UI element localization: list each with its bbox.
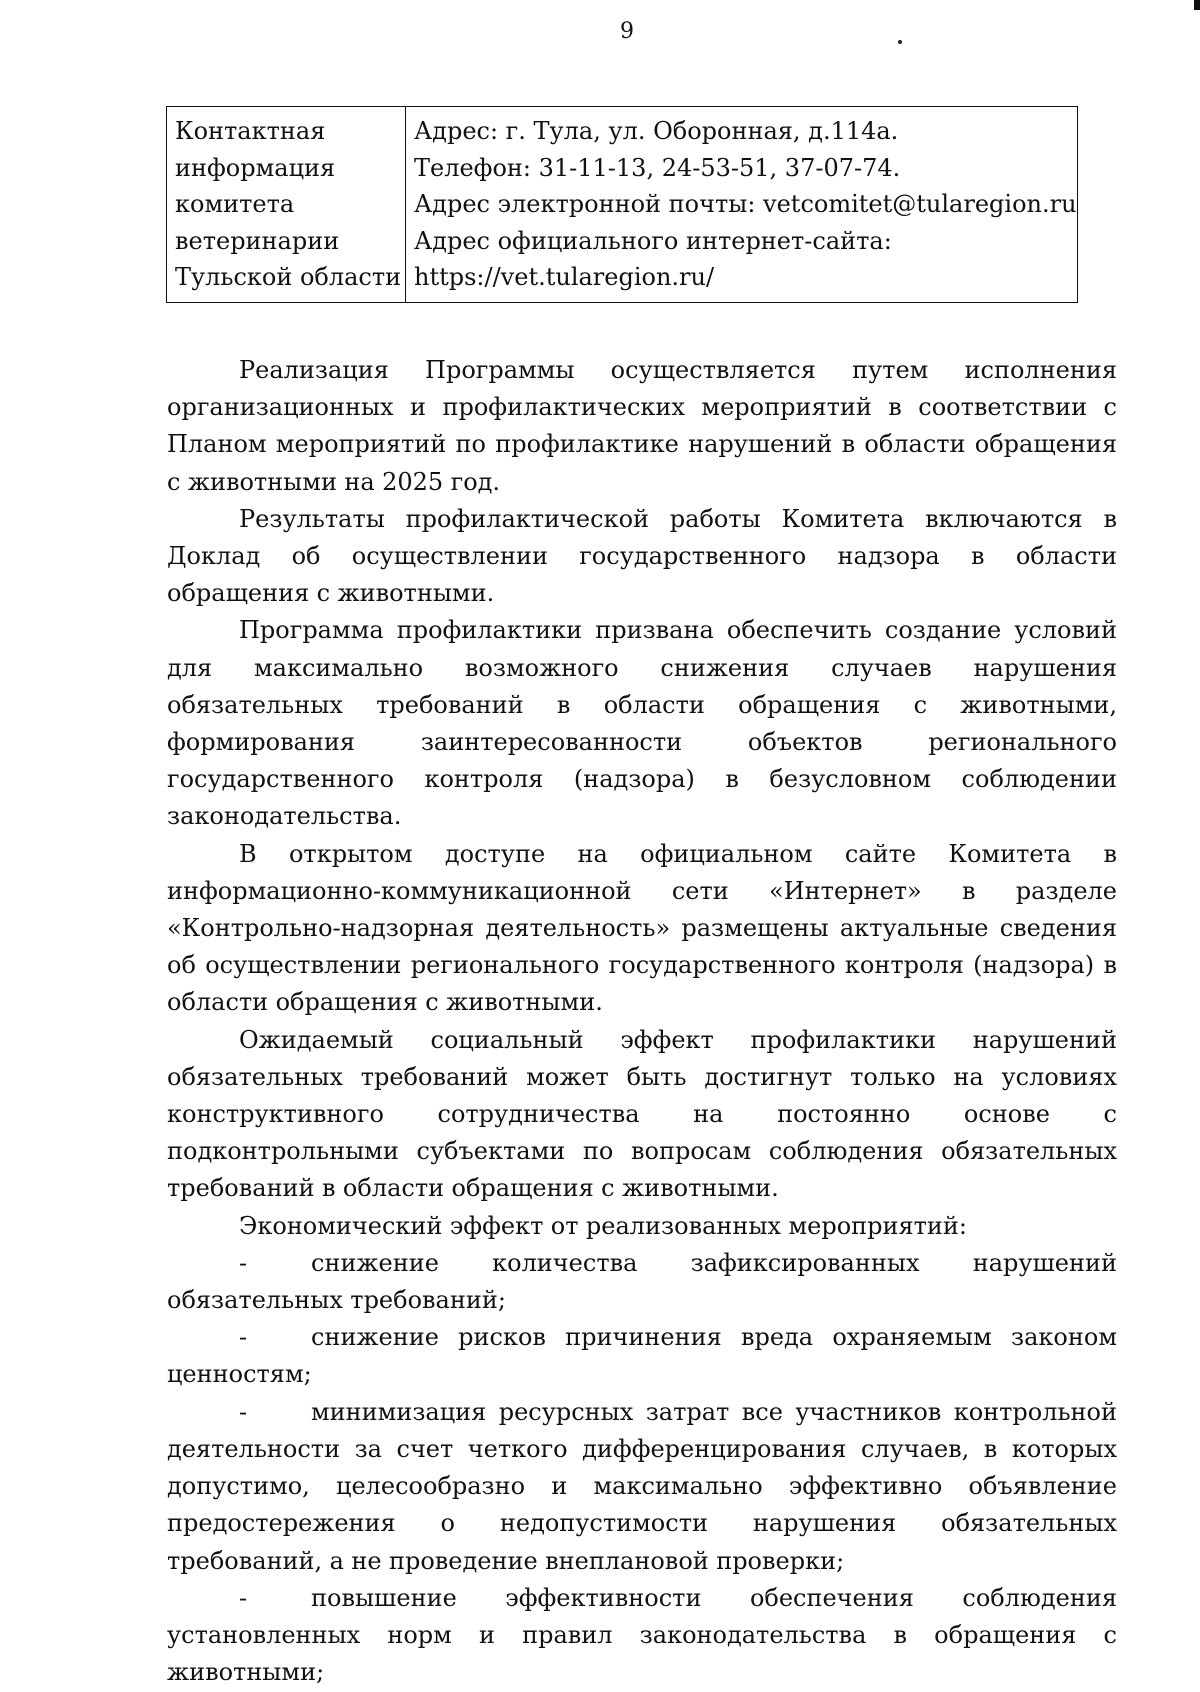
page-number: 9 xyxy=(620,19,634,44)
contact-email: Адрес электронной почты: vetcomitet@tularegion.ru xyxy=(414,190,1077,218)
contact-value-cell xyxy=(406,107,1078,303)
contact-website-label: Адрес официального интернет-сайта: xyxy=(414,226,892,255)
list-item-text: снижение количества зафиксированных нарушений обязательных требований; xyxy=(167,1248,1117,1315)
scan-edge-mark xyxy=(1194,0,1200,10)
list-item-text: минимизация ресурсных затрат все участников контрольной деятельности за счет четкого дифференцирования случаев, в которых допустимо, целесообразно и максимально эффективно объявление предостережения о недопустимости нарушения обязательных требований, а не проведение внеплановой проверки; xyxy=(167,1397,1117,1575)
list-item xyxy=(167,1580,1117,1692)
contact-label-line: Контактная xyxy=(175,117,326,145)
contact-website-url: https://vet.tularegion.ru/ xyxy=(414,263,715,291)
list-dash: - xyxy=(239,1397,248,1426)
paragraph-results: Результаты профилактической работы Комитета включаются в Доклад об осуществлении государственного надзора в области обращения с животными. xyxy=(167,504,1117,608)
contact-label-line: ветеринарии xyxy=(175,226,340,255)
paragraph-open-access: В открытом доступе на официальном сайте Комитета в информационно-коммуникационной сети «Интернет» в разделе «Контрольно-надзорная деятельность» размещены актуальные сведения об осуществлении регионального государственного контроля (надзора) в области обращения с животными. xyxy=(167,839,1117,1017)
contact-row xyxy=(167,107,1078,303)
list-dash: - xyxy=(239,1323,248,1352)
list-item xyxy=(167,1319,1117,1393)
document-body xyxy=(167,352,1117,1691)
contact-info-table xyxy=(166,106,1078,303)
paragraph-program-purpose: Программа профилактики призвана обеспечить создание условий для максимально возможного снижения случаев нарушения обязательных требований в области обращения с животными, формирования заинтересованности объектов регионального государственного контроля (надзора) в безусловном соблюдении законодательства. xyxy=(167,616,1117,831)
contact-phone: Телефон: 31-11-13, 24-53-51, 37-07-74. xyxy=(414,153,901,182)
scan-dot xyxy=(898,40,902,44)
paragraph-social-effect: Ожидаемый социальный эффект профилактики нарушений обязательных требований может быть достигнут только на условиях конструктивного сотрудничества на постоянно основе с подконтрольными субъектами по вопросам соблюдения обязательных требований в области обращения с животными. xyxy=(167,1025,1117,1203)
contact-address: Адрес: г. Тула, ул. Оборонная, д.114а. xyxy=(414,117,899,145)
contact-label-line: комитета xyxy=(175,190,295,218)
contact-label-cell xyxy=(167,107,406,303)
list-item xyxy=(167,1245,1117,1319)
list-item-text: повышение эффективности обеспечения соблюдения установленных норм и правил законодательства в обращения с животными; xyxy=(167,1583,1117,1687)
contact-label-line: информация xyxy=(175,153,336,182)
paragraph-economic-effect-intro: Экономический эффект от реализованных мероприятий: xyxy=(239,1211,968,1240)
paragraph-program-implementation: Реализация Программы осуществляется путем исполнения организационных и профилактических мероприятий в соответствии с Планом мероприятий по профилактике нарушений в области обращения с животными на 2025 год. xyxy=(167,356,1117,496)
list-item-text: снижение рисков причинения вреда охраняемым законом ценностям; xyxy=(167,1323,1117,1389)
list-dash: - xyxy=(239,1583,248,1612)
contact-label-line: Тульской области xyxy=(175,263,402,291)
list-item xyxy=(167,1394,1117,1580)
list-dash: - xyxy=(239,1248,248,1277)
